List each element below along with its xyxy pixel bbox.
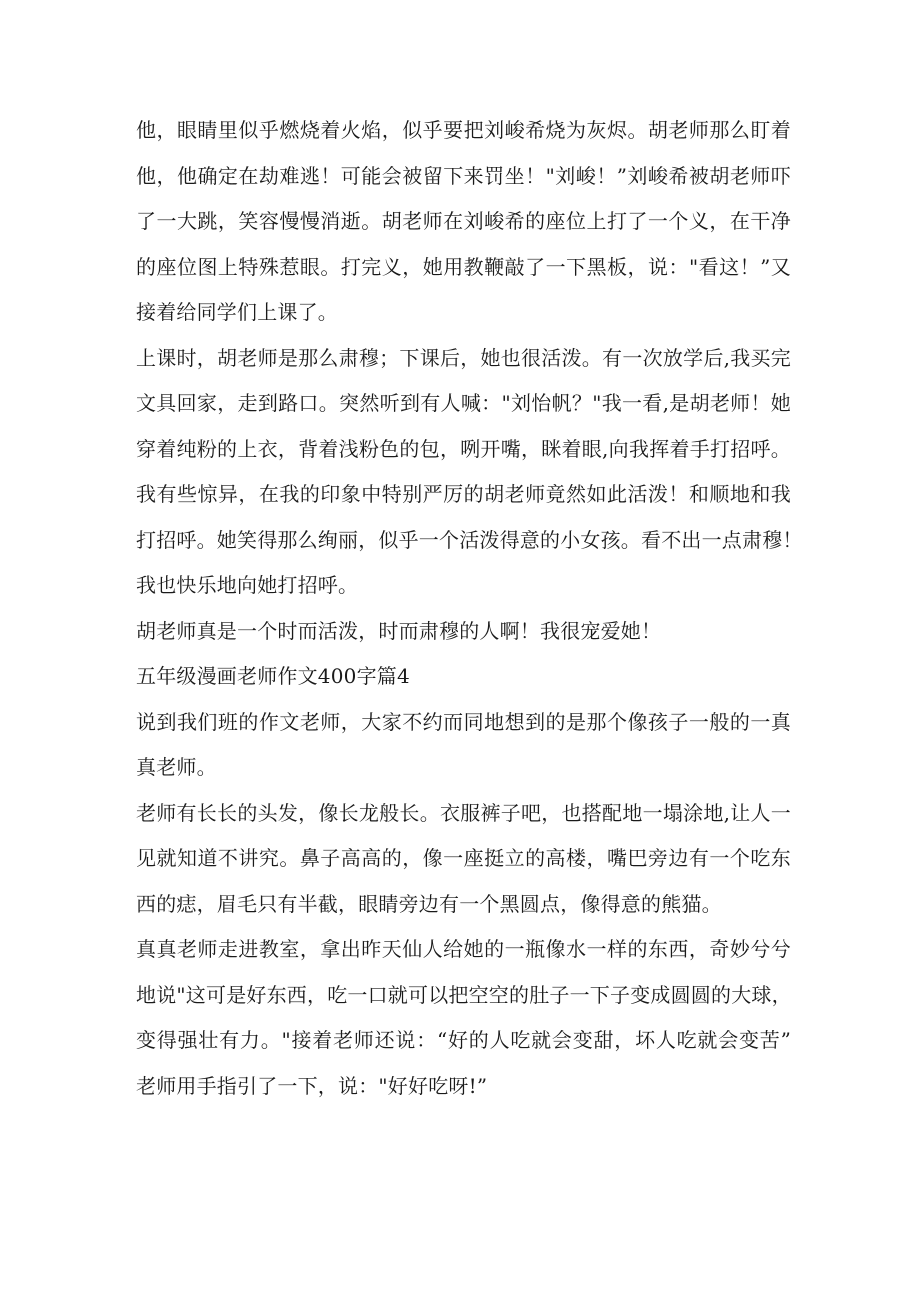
text-line: 打招呼。她笑得那么绚丽，似乎一个活泼得意的小女孩。看不出一点肃穆！ [136,527,803,552]
text-line: 见就知道不讲究。鼻子高高的，像一座挺立的高楼，嘴巴旁边有一个吃东 [136,846,791,870]
text-line: 真真老师走进教室，拿出昨天仙人给她的一瓶像水一样的东西，奇妙兮兮 [136,937,791,961]
text-line: 的座位图上特殊惹眼。打完义，她用教鞭敲了一下黑板，说："看这！”又 [136,254,791,279]
section-heading: 五年级漫画老师作文400字篇4 [136,664,410,688]
text-line: 胡老师真是一个时而活泼，时而肃穆的人啊！我很宠爱她！ [136,618,662,643]
text-line: 老师用手指引了一下，说："好好吃呀!” [136,1073,488,1098]
document-page [136,117,803,1118]
text-line: 说到我们班的作文老师，大家不约而同地想到的是那个像孩子一般的一真 [136,709,791,734]
text-line: 他，他确定在劫难逃！可能会被留下来罚坐！"刘峻！”刘峻希被胡老师吓 [136,163,791,188]
text-line: 文具回家，走到路口。突然听到有人喊："刘怡帆？"我一看,是胡老师！她 [136,391,791,415]
text-line: 他，眼睛里似乎燃烧着火焰，似乎要把刘峻希烧为灰烬。胡老师那么盯着 [136,118,791,142]
text-line: 真老师。 [136,755,217,779]
text-line: 上课时，胡老师是那么肃穆；下课后，她也很活泼。有一次放学后,我买完 [136,345,791,370]
text-line: 变得强壮有力。"接着老师还说：“好的人吃就会变甜，坏人吃就会变苦” [136,1028,791,1052]
text-line: 老师有长长的头发，像长龙般长。衣服裤子吧，也搭配地一塌涂地,让人一 [136,800,791,825]
text-line: 了一大跳，笑容慢慢消逝。胡老师在刘峻希的座位上打了一个义，在干净 [136,209,791,233]
text-line: 我有些惊异，在我的印象中特别严厉的胡老师竟然如此活泼！和顺地和我 [136,482,791,506]
text-line: 西的痣，眉毛只有半截，眼睛旁边有一个黑圆点，像得意的熊猫。 [136,891,722,916]
text-line: 我也快乐地向她打招呼。 [136,573,359,597]
text-line: 接着给同学们上课了。 [136,300,338,324]
text-line: 穿着纯粉的上衣，背着浅粉色的包，咧开嘴，眯着眼,向我挥着手打招呼。 [136,436,791,461]
text-line: 地说"这可是好东西，吃一口就可以把空空的肚子一下子变成圆圆的大球， [136,982,792,1007]
